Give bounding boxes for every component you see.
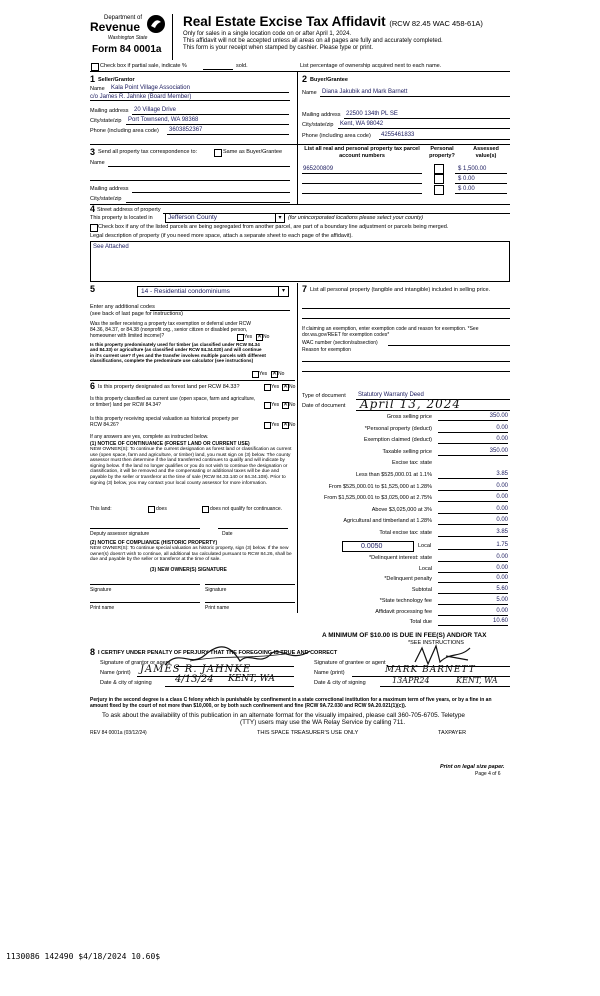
- tax-row2-value-6[interactable]: 10.60: [492, 618, 508, 625]
- tax-row2-label-4: *State technology fee: [379, 597, 432, 604]
- section-7-num: 7: [302, 284, 308, 294]
- section-3-num: 3: [90, 147, 96, 157]
- rev-number: REV 84 0001a (03/12/24): [90, 730, 147, 736]
- land-does-checkbox[interactable]: [148, 506, 155, 513]
- historic-yes-checkbox[interactable]: [264, 422, 271, 429]
- seller-name2-field[interactable]: c/o James R. Jahnke (Board Member): [90, 94, 192, 100]
- tax-row-label-6: From $525,000.01 to $1,525,000 at 1.28%: [328, 483, 432, 490]
- forest-no-checkbox[interactable]: ✕: [283, 384, 289, 390]
- tax-row2-value-2[interactable]: 0.00: [496, 575, 508, 582]
- tax-row-label-7: From $1,525,000.01 to $3,025,000 at 2.75%: [324, 495, 432, 502]
- tax-row-label-5: Less than $525,000.01 at 1.1%: [355, 472, 432, 478]
- chevron-down-icon: ▾: [275, 214, 284, 222]
- form-number: Form 84 0001a: [92, 44, 162, 55]
- tax-row2-value-0[interactable]: 0.00: [496, 554, 508, 560]
- grantor-name-print[interactable]: JAMES R. JAHNKE: [140, 664, 252, 675]
- county-select[interactable]: Jefferson County ▾: [165, 213, 285, 223]
- tax-row-value-5[interactable]: 3.85: [496, 471, 508, 477]
- tax-row-value-9[interactable]: 0.00: [496, 517, 508, 524]
- grantee-signature-icon: [410, 642, 480, 670]
- tax-row-label-10: Total excise tax: state: [379, 530, 432, 536]
- exemption-yes-checkbox[interactable]: [237, 334, 244, 341]
- tax-row-label-2: Exemption claimed (deduct): [363, 437, 432, 444]
- minimum-note: A MINIMUM OF $10.00 IS DUE IN FEE(S) AND/OR TAX: [322, 632, 487, 639]
- tax-row-label-4: Excise tax: state: [391, 460, 432, 467]
- tax-row-label-8: Above $3,025,000 at 3%: [371, 506, 432, 513]
- dor-logo: [90, 14, 168, 58]
- section-2-num: 2: [302, 74, 308, 84]
- land-does-not-checkbox[interactable]: [202, 506, 209, 513]
- grantor-date[interactable]: 4/13/24: [175, 674, 214, 685]
- legal-size-note: Print on legal size paper.: [440, 764, 505, 770]
- treasurer-use: THIS SPACE TREASURER'S USE ONLY: [257, 730, 359, 736]
- grantee-name-print[interactable]: MARK BARNETT: [385, 665, 476, 675]
- tax-row-label-9: Agricultural and timberland at 1.28%: [343, 518, 432, 525]
- alt-format-1: To ask about the availability of this publication in an alternate format for the visually impaired, please call 360-705-6705. Teletype: [102, 712, 465, 719]
- tax-row-label-3: Taxable selling price: [382, 448, 432, 455]
- dept-label: Department of: [104, 15, 143, 21]
- tax-row2-value-4[interactable]: 5.00: [496, 596, 508, 603]
- parcel-number-1[interactable]: 965200809: [303, 166, 334, 172]
- buyer-phone-field[interactable]: 4255461833: [381, 132, 415, 138]
- tax-row-value-3[interactable]: 350.00: [489, 447, 508, 454]
- state-label: Washington State: [108, 35, 148, 41]
- grantee-city[interactable]: KENT, WA: [456, 676, 498, 685]
- exemption-no-checkbox[interactable]: ✕: [257, 334, 263, 340]
- assessed-value-2[interactable]: $ 0.00: [458, 176, 475, 182]
- section-4-num: 4: [90, 204, 96, 214]
- local-tax-value[interactable]: 1.75: [496, 542, 508, 548]
- header-note-3: This form is your receipt when stamped by cashier. Please type or print.: [183, 45, 374, 51]
- header-note-1: Only for sales in a single location code on or after April 1, 2024.: [183, 31, 352, 37]
- tax-row-label-1: *Personal property (deduct): [364, 425, 432, 432]
- tax-row2-label-6: Total due: [409, 619, 432, 626]
- seller-phone-field[interactable]: 3603852367: [169, 127, 203, 133]
- current-use-yes-checkbox[interactable]: [264, 402, 271, 409]
- section-1-num: 1: [90, 74, 96, 84]
- doc-type-field[interactable]: Statutory Warranty Deed: [358, 392, 424, 398]
- land-use-select[interactable]: 14 - Residential condominiums ▾: [137, 286, 289, 297]
- legal-description-field[interactable]: See Attached: [90, 241, 510, 282]
- assessed-col-header: Assessed value(s): [473, 146, 499, 159]
- chevron-down-icon: ▾: [278, 287, 288, 296]
- tax-row2-label-0: *Delinquent interest: state: [369, 555, 432, 561]
- personal-col-header: Personal property?: [429, 146, 455, 159]
- tax-row-value-7[interactable]: 0.00: [496, 494, 508, 501]
- same-as-buyer-checkbox[interactable]: [214, 149, 222, 157]
- timber-no-checkbox[interactable]: ✕: [272, 371, 278, 377]
- header-note-2: This affidavit will not be accepted unless all areas on all pages are fully and accurately completed.: [183, 38, 443, 44]
- local-rate-field[interactable]: 0.0050: [342, 541, 414, 552]
- ownership-note: List percentage of ownership acquired next to each name.: [300, 63, 442, 69]
- segregated-checkbox[interactable]: [90, 224, 98, 232]
- personal-property-checkbox-1[interactable]: [434, 164, 444, 174]
- tax-row2-label-2: *Delinquent penalty: [384, 576, 432, 583]
- seller-name-field[interactable]: Kala Point Village Association: [111, 85, 190, 91]
- tax-row-value-2[interactable]: 0.00: [496, 436, 508, 443]
- partial-sale-checkbox[interactable]: [91, 63, 99, 71]
- tax-row-label-0: Gross selling price: [386, 414, 432, 420]
- parcel-col-header: List all real and personal property tax parcel account numbers: [304, 146, 420, 159]
- buyer-mail-field[interactable]: 22500 134th PL SE: [346, 111, 398, 117]
- tax-row2-value-5[interactable]: 0.00: [496, 607, 508, 614]
- tax-row2-value-3[interactable]: 5.60: [496, 586, 508, 593]
- tax-row2-label-5: Affidavit processing fee: [375, 608, 432, 615]
- alt-format-2: (TTY) users may use the WA Relay Service by calling 711.: [240, 719, 406, 726]
- forest-yes-checkbox[interactable]: [264, 384, 271, 391]
- tax-row-value-10[interactable]: 3.85: [496, 529, 508, 535]
- buyer-name-field[interactable]: Diana Jakubik and Mark Barnett: [322, 89, 408, 95]
- tax-row2-label-1: Local: [418, 565, 432, 572]
- seller-mail-field[interactable]: 20 Village Drive: [134, 107, 176, 113]
- section-6-num: 6: [90, 381, 96, 391]
- doc-date-handwritten[interactable]: April 13, 2024: [360, 397, 462, 411]
- page-number: Page 4 of 6: [475, 771, 501, 777]
- dept-name: Revenue: [90, 20, 141, 34]
- assessed-value-3[interactable]: $ 0.00: [458, 186, 475, 192]
- tax-row-value-6[interactable]: 0.00: [496, 482, 508, 489]
- form-title: Real Estate Excise Tax Affidavit (RCW 82.45 WAC 458-61A): [183, 14, 483, 29]
- seller-city-field[interactable]: Port Townsend, WA 98368: [128, 117, 199, 123]
- section-5-num: 5: [90, 284, 96, 294]
- historic-no-checkbox[interactable]: ✕: [283, 422, 289, 428]
- tax-row-value-0[interactable]: 350.00: [489, 413, 508, 419]
- tax-row-value-1[interactable]: 0.00: [496, 424, 508, 431]
- see-instructions: *SEE INSTRUCTIONS: [408, 640, 464, 646]
- tax-row-value-8[interactable]: 0.00: [496, 505, 508, 512]
- assessed-value-1[interactable]: $ 1,500.00: [458, 166, 487, 172]
- perjury-notice: Perjury in the second degree is a class C felony which is punishable by confinement in a state correctional institution for a maximum term of five years, or by a fine in an amount fixed by the court of not more than $10,000, or by both such confinement and fine (RCW 9A.72.030 and RCW 9A.20.021(1)(c)).: [90, 697, 492, 709]
- tax-row2-value-1[interactable]: 0.00: [496, 564, 508, 571]
- recording-stamp: 1130086 142490 $4/18/2024 10.60$: [6, 952, 161, 961]
- buyer-city-field[interactable]: Kent, WA 98042: [340, 121, 384, 127]
- grantor-signature-icon: [160, 643, 320, 673]
- grantee-date[interactable]: 13APR24: [392, 676, 430, 685]
- personal-property-checkbox-3[interactable]: [434, 185, 444, 195]
- revenue-logo-icon: [146, 14, 166, 34]
- section-8-num: 8: [90, 647, 96, 657]
- personal-property-checkbox-2[interactable]: [434, 174, 444, 184]
- partial-sale-label: Check box if partial sale, indicate %: [100, 63, 187, 69]
- taxpayer-label: TAXPAYER: [438, 730, 467, 736]
- tax-row2-label-3: Subtotal: [411, 587, 432, 594]
- timber-yes-checkbox[interactable]: [252, 371, 259, 378]
- current-use-no-checkbox[interactable]: ✕: [283, 402, 289, 408]
- grantor-city[interactable]: KENT, WA: [228, 674, 275, 684]
